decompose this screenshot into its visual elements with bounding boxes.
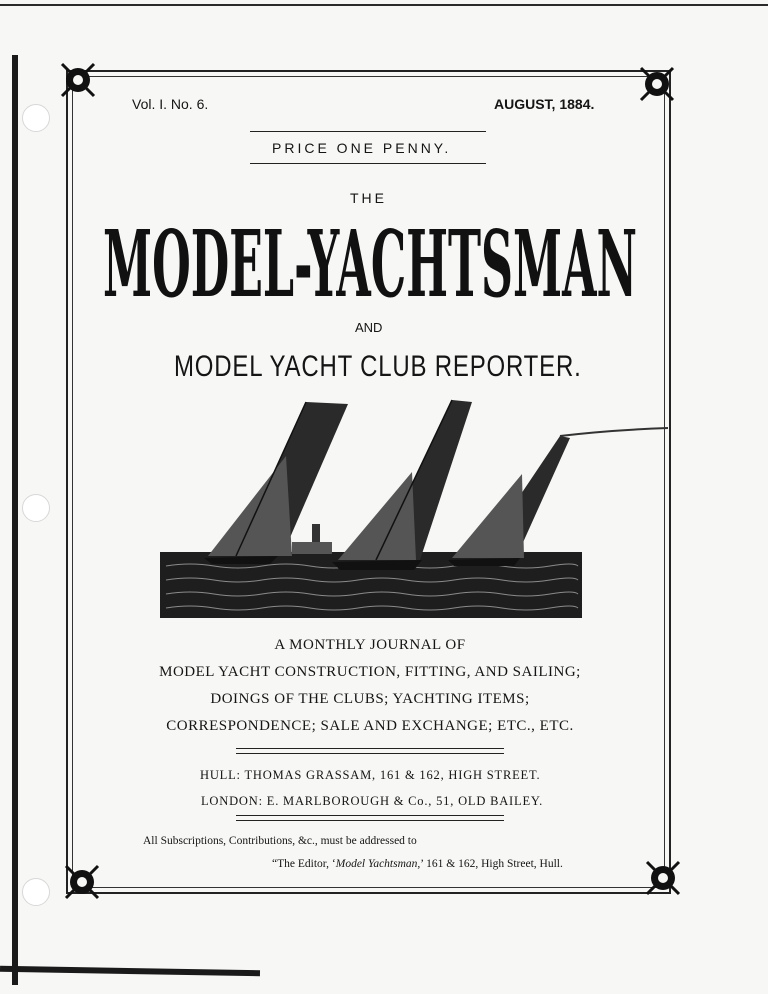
imprint-hull: HULL: THOMAS GRASSAM, 161 & 162, HIGH STREET. bbox=[200, 768, 541, 782]
masthead-article: THE bbox=[350, 190, 387, 206]
description-line-4: CORRESPONDENCE; SALE AND EXCHANGE; ETC., ETC. bbox=[166, 718, 574, 734]
editor-address-suffix: ’ 161 & 162, High Street, Hull. bbox=[420, 858, 563, 870]
page-binding-edge bbox=[12, 55, 18, 985]
description-line-3: DOINGS OF THE CLUBS; YACHTING ITEMS; bbox=[210, 691, 530, 707]
page-edge-top bbox=[0, 4, 768, 6]
masthead-title-text: MODEL-YACHTSMAN bbox=[103, 216, 637, 306]
lighthouse-icon bbox=[292, 524, 332, 554]
price-line: PRICE ONE PENNY. bbox=[272, 140, 452, 156]
masthead-conjunction: AND bbox=[355, 320, 383, 335]
punch-hole-bottom bbox=[22, 878, 50, 906]
yacht-middle-icon bbox=[332, 400, 472, 570]
editor-address bbox=[272, 858, 563, 870]
issue-date: AUGUST, 1884. bbox=[494, 96, 595, 112]
sailing-yachts-engraving bbox=[160, 396, 670, 622]
description-line-1: A MONTHLY JOURNAL OF bbox=[274, 637, 466, 653]
volume-number: Vol. I. No. 6. bbox=[132, 96, 209, 112]
masthead-subtitle: MODEL YACHT CLUB REPORTER. bbox=[174, 350, 582, 383]
double-rule-top bbox=[236, 748, 504, 754]
corner-ornament-icon bbox=[62, 862, 102, 902]
page-edge-bottom bbox=[0, 966, 260, 977]
double-rule-bottom bbox=[236, 815, 504, 821]
corner-ornament-icon bbox=[58, 60, 98, 100]
description-line-2: MODEL YACHT CONSTRUCTION, FITTING, AND SAILING; bbox=[159, 664, 581, 680]
price-rule-bottom bbox=[250, 163, 486, 164]
imprint-london: LONDON: E. MARLBOROUGH & Co., 51, OLD BAILEY. bbox=[201, 794, 544, 808]
masthead-title bbox=[100, 216, 640, 306]
yacht-right-icon bbox=[448, 428, 668, 566]
editor-address-prefix: “The Editor, ‘ bbox=[272, 858, 336, 870]
corner-ornament-icon bbox=[637, 64, 677, 104]
editor-address-publication: Model Yachtsman, bbox=[335, 858, 421, 870]
punch-hole-middle bbox=[22, 494, 50, 522]
corner-ornament-icon bbox=[643, 858, 683, 898]
yacht-left-icon bbox=[204, 402, 348, 564]
price-rule-top bbox=[250, 131, 486, 132]
punch-hole-top bbox=[22, 104, 50, 132]
address-note: All Subscriptions, Contributions, &c., must be addressed to bbox=[143, 835, 417, 847]
